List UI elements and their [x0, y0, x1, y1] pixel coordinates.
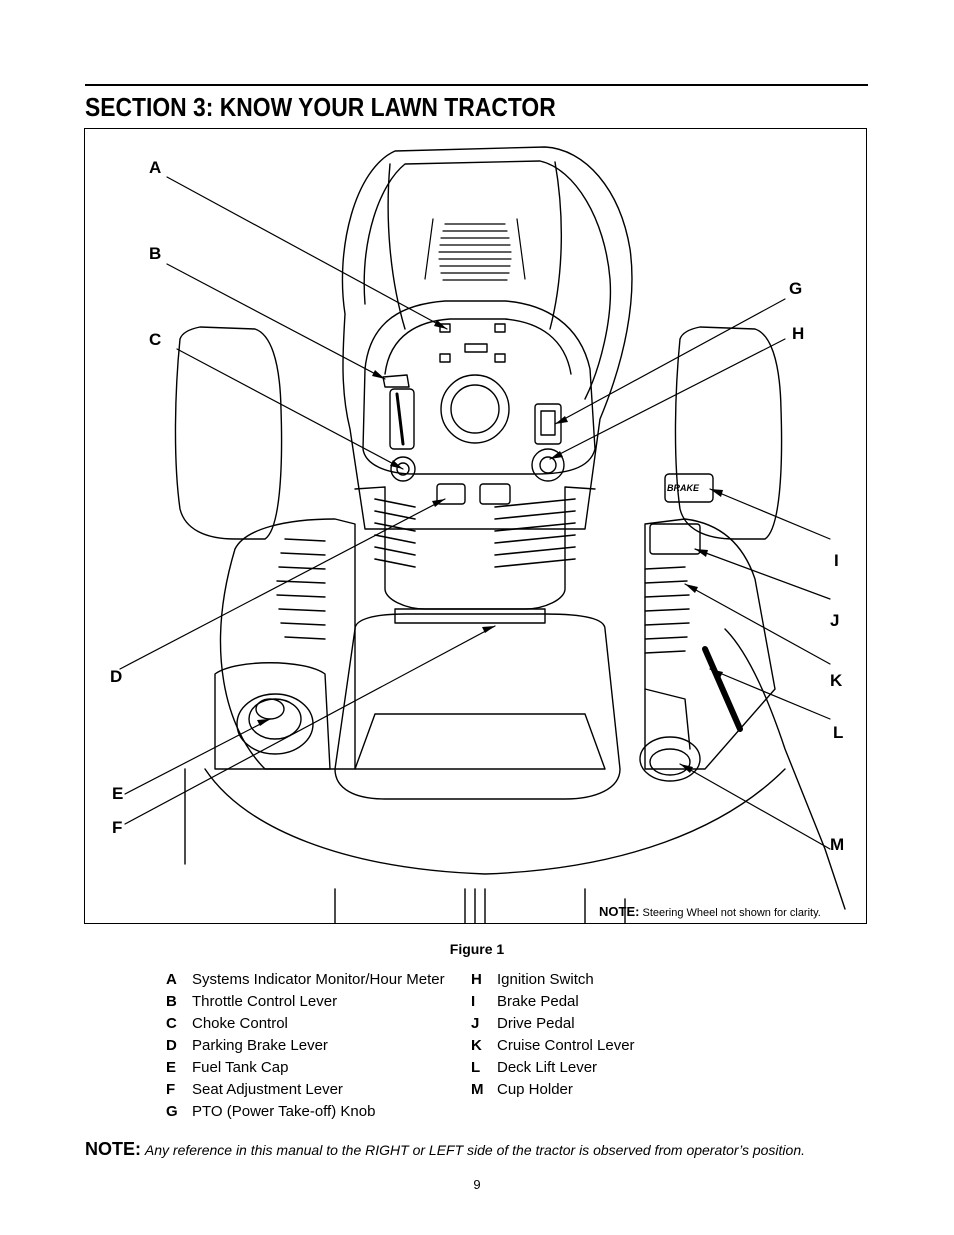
legend-text: Parking Brake Lever — [192, 1037, 328, 1054]
tractor-line-drawing — [85, 129, 867, 924]
legend-item — [166, 1102, 445, 1124]
legend-item — [166, 1036, 445, 1058]
callout-k: K — [830, 671, 843, 690]
legend-text: Brake Pedal — [497, 993, 579, 1010]
legend-key: C — [166, 1015, 177, 1032]
legend-key: F — [166, 1081, 176, 1098]
legend-text: Cup Holder — [497, 1081, 573, 1098]
legend-key: K — [471, 1037, 482, 1054]
legend-text: Fuel Tank Cap — [192, 1059, 289, 1076]
figure-note-text: Steering Wheel not shown for clarity. — [642, 907, 821, 919]
legend-item — [471, 1080, 635, 1102]
legend-item — [166, 970, 445, 992]
note-label: NOTE: — [85, 1139, 141, 1159]
callout-a: A — [149, 158, 162, 177]
legend-text: Deck Lift Lever — [497, 1059, 598, 1076]
legend-left — [166, 970, 445, 1124]
legend-item — [166, 1014, 445, 1036]
legend-text: Seat Adjustment Lever — [192, 1081, 343, 1098]
callout-h: H — [792, 324, 805, 343]
legend-right — [471, 970, 635, 1102]
legend-key: I — [471, 993, 476, 1010]
legend-item — [166, 1058, 445, 1080]
legend-text: Cruise Control Lever — [497, 1037, 635, 1054]
legend-item — [471, 1014, 635, 1036]
legend-key: G — [166, 1103, 178, 1120]
legend-item — [471, 1036, 635, 1058]
note-text: Any reference in this manual to the RIGHT or LEFT side of the tractor is observed from operator’s position. — [144, 1142, 806, 1158]
legend-key: D — [166, 1037, 177, 1054]
legend-item — [471, 970, 635, 992]
legend-key: B — [166, 993, 177, 1010]
callout-f: F — [112, 818, 123, 837]
legend-key: J — [471, 1015, 480, 1032]
callout-j: J — [830, 611, 840, 630]
legend-key: M — [471, 1081, 484, 1098]
section-title: SECTION 3: KNOW YOUR LAWN TRACTOR — [85, 92, 556, 122]
brake-pedal-label: BRAKE — [667, 483, 700, 493]
legend-text: Ignition Switch — [497, 971, 594, 988]
legend-item — [166, 1080, 445, 1102]
callout-b: B — [149, 244, 162, 263]
figure-note — [599, 904, 821, 919]
tractor-figure — [84, 128, 867, 924]
callout-l: L — [833, 723, 844, 742]
figure-caption: Figure 1 — [449, 941, 505, 957]
callout-e: E — [112, 784, 124, 803]
callout-d: D — [110, 667, 123, 686]
legend-key: A — [166, 971, 177, 988]
callout-i: I — [834, 551, 839, 570]
figure-note-label: NOTE: — [599, 904, 640, 919]
legend-item — [471, 992, 635, 1014]
legend-text: Throttle Control Lever — [192, 993, 338, 1010]
callout-m: M — [830, 835, 845, 854]
legend-text: Choke Control — [192, 1015, 288, 1032]
callout-c: C — [149, 330, 162, 349]
legend-key: L — [471, 1059, 481, 1076]
legend-text: Systems Indicator Monitor/Hour Meter — [192, 971, 445, 988]
legend-text: Drive Pedal — [497, 1015, 575, 1032]
legend-item — [471, 1058, 635, 1080]
legend-key: E — [166, 1059, 177, 1076]
page-number: 9 — [473, 1177, 481, 1192]
page-note — [85, 1139, 805, 1160]
callout-g: G — [789, 279, 803, 298]
legend-item — [166, 992, 445, 1014]
legend-key: H — [471, 971, 482, 988]
legend-text: PTO (Power Take-off) Knob — [192, 1103, 376, 1120]
header-rule — [85, 84, 868, 86]
